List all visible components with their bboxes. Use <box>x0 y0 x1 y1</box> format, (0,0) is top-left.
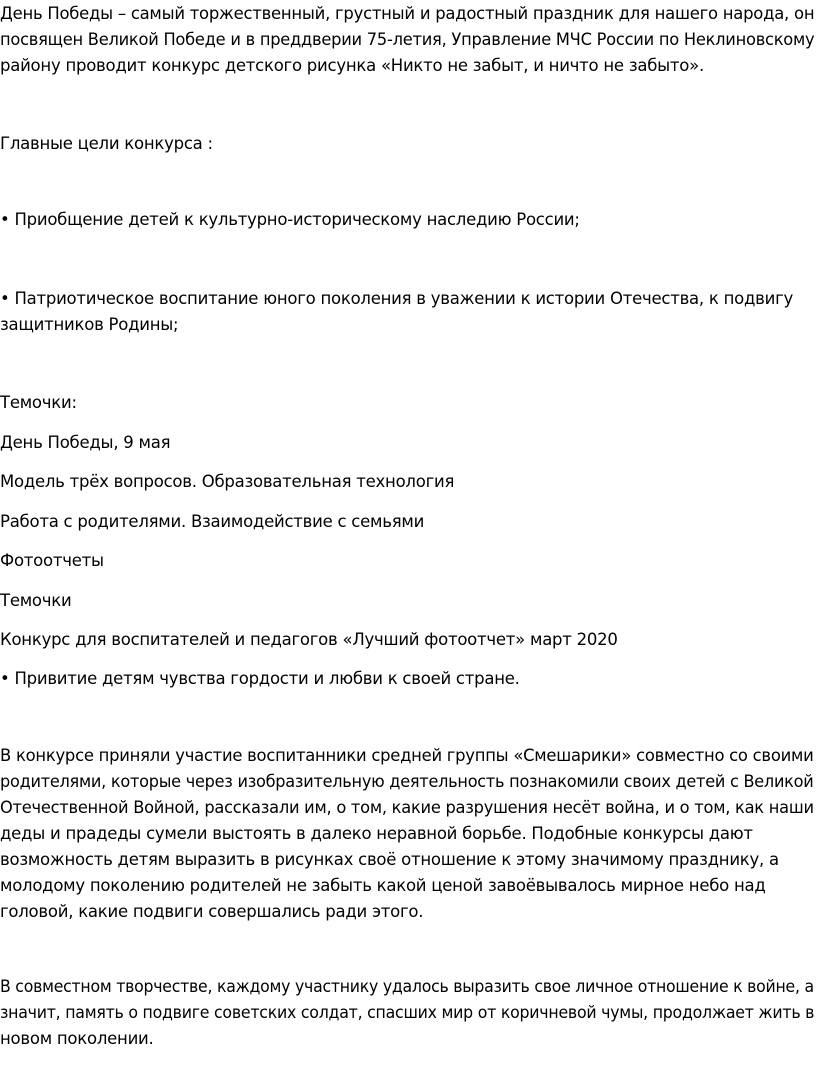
intro-line-2: посвящен Великой Победе и в преддверии 75-летия, Управление МЧС России по Неклиновскому <box>0 30 815 49</box>
goal-item-1: • Приобщение детей к культурно-историческому наследию России; <box>0 210 580 229</box>
goals-heading: Главные цели конкурса : <box>0 134 213 153</box>
conclusion-line-2: значит, память о подвиге советских солдат, спасших мир от коричневой чумы, продолжает жить в <box>0 1003 815 1022</box>
topics-heading: Темочки: <box>0 393 77 412</box>
intro-line-3: району проводит конкурс детского рисунка «Никто не забыт, и ничто не забыто». <box>0 56 704 75</box>
participation-line-6: молодому поколению родителей не забыть какой ценой завоёвывалось мирное небо над <box>0 876 766 895</box>
topic-item: Фотоотчеты <box>0 551 104 570</box>
topic-item: Работа с родителями. Взаимодействие с семьями <box>0 512 425 531</box>
participation-line-3: Отечественной Войной, рассказали им, о том, какие разрушения несёт война, и о том, как наши <box>0 798 814 817</box>
participation-line-4: деды и прадеды сумели выстоять в далеко неравной борьбе. Подобные конкурсы дают <box>0 824 753 843</box>
participation-line-7: головой, какие подвиги совершались ради этого. <box>0 902 424 921</box>
participation-line-2: родителями, которые через изобразительную деятельность познакомили своих детей с Великой <box>0 772 814 791</box>
participation-line-5: возможность детям выразить в рисунках своё отношение к этому значимому празднику, а <box>0 850 779 869</box>
conclusion-line-1: В совместном творчестве, каждому участнику удалось выразить свое личное отношение к войне, а <box>0 977 814 996</box>
topic-item: Темочки <box>0 591 72 610</box>
participation-line-1: В конкурсе приняли участие воспитанники средней группы «Смешарики» совместно со своими <box>0 746 814 765</box>
goal-item-3: • Привитие детям чувства гордости и любви к своей стране. <box>0 669 520 688</box>
intro-line-1: День Победы – самый торжественный, грустный и радостный праздник для нашего народа, он <box>0 4 815 23</box>
topic-item: День Победы, 9 мая <box>0 433 171 452</box>
topic-item: Модель трёх вопросов. Образовательная технология <box>0 472 455 491</box>
goal-item-2-line-2: защитников Родины; <box>0 315 179 334</box>
goal-item-2-line-1: • Патриотическое воспитание юного поколения в уважении к истории Отечества, к подвигу <box>0 289 794 308</box>
topic-item: Конкурс для воспитателей и педагогов «Лучший фотоотчет» март 2020 <box>0 630 618 649</box>
conclusion-line-3: новом поколении. <box>0 1029 154 1048</box>
